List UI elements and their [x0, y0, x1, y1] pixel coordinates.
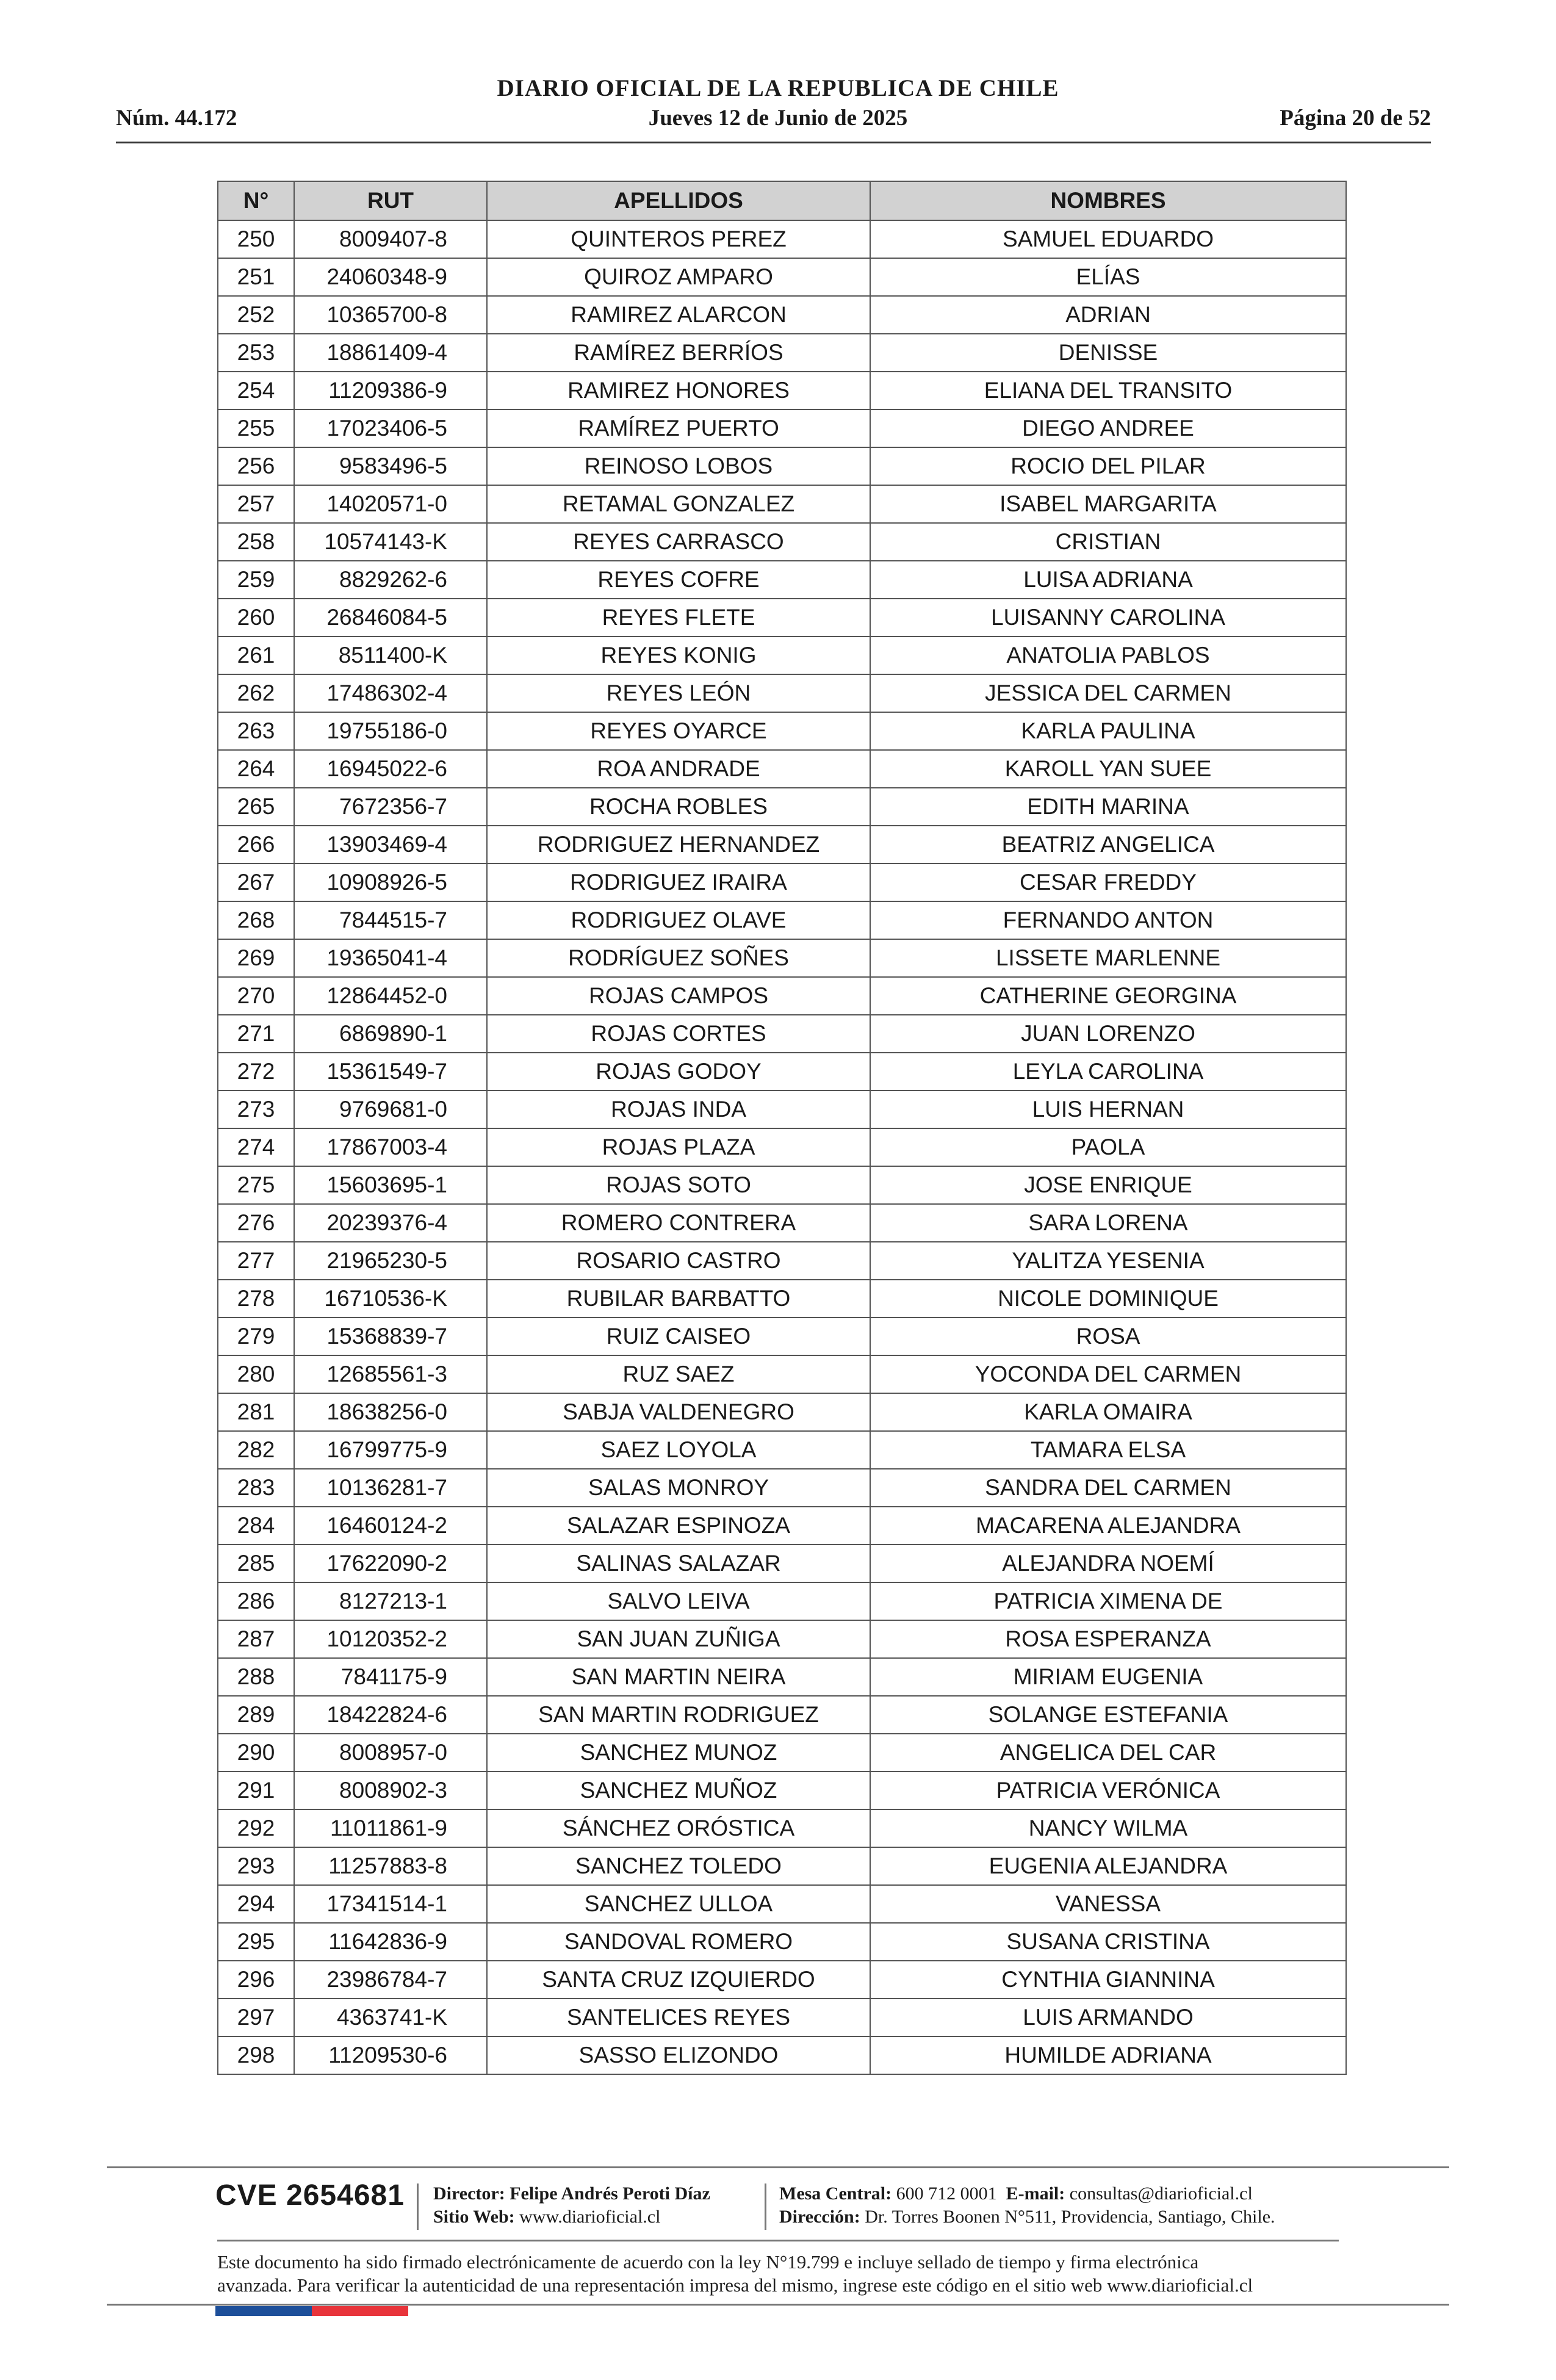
- cell-nombres: KARLA PAULINA: [870, 712, 1346, 750]
- cell-nombres: ANGELICA DEL CAR: [870, 1734, 1346, 1772]
- flag-stripe-blue: [215, 2306, 312, 2316]
- cell-apellidos: ROJAS INDA: [487, 1091, 870, 1128]
- table-row: [218, 1091, 1346, 1128]
- cell-number: 281: [218, 1393, 294, 1431]
- cell-rut: 12685561-3: [294, 1355, 487, 1393]
- address-label: Dirección:: [779, 2207, 860, 2227]
- table-row: [218, 977, 1346, 1015]
- cell-rut: 8008902-3: [294, 1772, 487, 1809]
- table-row: [218, 636, 1346, 674]
- cell-number: 287: [218, 1620, 294, 1658]
- table-header-row: [218, 181, 1346, 220]
- issue-date: Jueves 12 de Junio de 2025: [648, 106, 908, 131]
- cell-rut: 15361549-7: [294, 1053, 487, 1091]
- table-row: [218, 1469, 1346, 1507]
- cell-rut: 18638256-0: [294, 1393, 487, 1431]
- cell-number: 263: [218, 712, 294, 750]
- cell-apellidos: SALAS MONROY: [487, 1469, 870, 1507]
- cell-number: 255: [218, 409, 294, 447]
- cell-rut: 4363741-K: [294, 1999, 487, 2036]
- cell-rut: 17341514-1: [294, 1885, 487, 1923]
- cell-apellidos: REYES CARRASCO: [487, 523, 870, 561]
- cell-nombres: CESAR FREDDY: [870, 864, 1346, 901]
- column-header-nombres: NOMBRES: [870, 181, 1346, 220]
- cell-number: 266: [218, 826, 294, 864]
- cell-number: 262: [218, 674, 294, 712]
- table-row: [218, 334, 1346, 372]
- cell-rut: 15368839-7: [294, 1318, 487, 1355]
- table-row: [218, 1582, 1346, 1620]
- cell-number: 289: [218, 1696, 294, 1734]
- cell-nombres: FERNANDO ANTON: [870, 901, 1346, 939]
- cell-nombres: LUISANNY CAROLINA: [870, 599, 1346, 636]
- cell-number: 267: [218, 864, 294, 901]
- table-row: [218, 1128, 1346, 1166]
- cell-number: 264: [218, 750, 294, 788]
- table-row: [218, 939, 1346, 977]
- cell-apellidos: SANTA CRUZ IZQUIERDO: [487, 1961, 870, 1999]
- table-row: [218, 1961, 1346, 1999]
- table-row: [218, 1318, 1346, 1355]
- cell-nombres: ELÍAS: [870, 258, 1346, 296]
- cell-nombres: SANDRA DEL CARMEN: [870, 1469, 1346, 1507]
- cell-rut: 26846084-5: [294, 599, 487, 636]
- table-row: [218, 220, 1346, 258]
- cell-apellidos: ROJAS CAMPOS: [487, 977, 870, 1015]
- cell-rut: 9769681-0: [294, 1091, 487, 1128]
- table-row: [218, 1999, 1346, 2036]
- cell-rut: 12864452-0: [294, 977, 487, 1015]
- table-row: [218, 1507, 1346, 1545]
- cell-nombres: YOCONDA DEL CARMEN: [870, 1355, 1346, 1393]
- issue-number: Núm. 44.172: [116, 106, 237, 131]
- cell-apellidos: RODRIGUEZ OLAVE: [487, 901, 870, 939]
- cell-apellidos: ROCHA ROBLES: [487, 788, 870, 826]
- cell-apellidos: REYES KONIG: [487, 636, 870, 674]
- footer-separator: [765, 2183, 766, 2230]
- cell-nombres: ISABEL MARGARITA: [870, 485, 1346, 523]
- cell-rut: 16460124-2: [294, 1507, 487, 1545]
- table-row: [218, 864, 1346, 901]
- table-row: [218, 750, 1346, 788]
- table-row: [218, 2036, 1346, 2074]
- cell-rut: 9583496-5: [294, 447, 487, 485]
- cell-apellidos: RODRÍGUEZ SOÑES: [487, 939, 870, 977]
- cell-number: 251: [218, 258, 294, 296]
- cell-number: 257: [218, 485, 294, 523]
- cell-apellidos: SANCHEZ MUNOZ: [487, 1734, 870, 1772]
- footer-director-block: [433, 2182, 710, 2229]
- cell-apellidos: SASSO ELIZONDO: [487, 2036, 870, 2074]
- cell-nombres: LISSETE MARLENNE: [870, 939, 1346, 977]
- cell-nombres: ROSA: [870, 1318, 1346, 1355]
- cell-nombres: ANATOLIA PABLOS: [870, 636, 1346, 674]
- cell-rut: 24060348-9: [294, 258, 487, 296]
- cell-number: 285: [218, 1545, 294, 1582]
- cell-number: 265: [218, 788, 294, 826]
- cell-number: 284: [218, 1507, 294, 1545]
- cell-rut: 16710536-K: [294, 1280, 487, 1318]
- cell-apellidos: SANCHEZ ULLOA: [487, 1885, 870, 1923]
- page-number: Página 20 de 52: [1280, 106, 1431, 131]
- cell-apellidos: ROJAS SOTO: [487, 1166, 870, 1204]
- cell-number: 298: [218, 2036, 294, 2074]
- table-row: [218, 485, 1346, 523]
- cell-nombres: JOSE ENRIQUE: [870, 1166, 1346, 1204]
- cell-rut: 16945022-6: [294, 750, 487, 788]
- cell-rut: 7844515-7: [294, 901, 487, 939]
- cell-rut: 19365041-4: [294, 939, 487, 977]
- cell-nombres: NANCY WILMA: [870, 1809, 1346, 1847]
- table-row: [218, 1015, 1346, 1053]
- cell-apellidos: RODRIGUEZ HERNANDEZ: [487, 826, 870, 864]
- cell-rut: 17867003-4: [294, 1128, 487, 1166]
- header-divider: [116, 142, 1431, 143]
- cell-nombres: CYNTHIA GIANNINA: [870, 1961, 1346, 1999]
- cell-rut: 8127213-1: [294, 1582, 487, 1620]
- table-row: [218, 1053, 1346, 1091]
- cell-number: 297: [218, 1999, 294, 2036]
- cell-apellidos: SANCHEZ MUÑOZ: [487, 1772, 870, 1809]
- table-row: [218, 296, 1346, 334]
- cell-rut: 10365700-8: [294, 296, 487, 334]
- cell-apellidos: SALVO LEIVA: [487, 1582, 870, 1620]
- table-row: [218, 258, 1346, 296]
- cell-apellidos: SANCHEZ TOLEDO: [487, 1847, 870, 1885]
- cell-apellidos: RUZ SAEZ: [487, 1355, 870, 1393]
- table-row: [218, 712, 1346, 750]
- cell-number: 250: [218, 220, 294, 258]
- cell-apellidos: RUIZ CAISEO: [487, 1318, 870, 1355]
- cell-nombres: SOLANGE ESTEFANIA: [870, 1696, 1346, 1734]
- cell-apellidos: SANDOVAL ROMERO: [487, 1923, 870, 1961]
- table-body: [218, 220, 1346, 2074]
- cell-apellidos: REYES LEÓN: [487, 674, 870, 712]
- cell-apellidos: SALINAS SALAZAR: [487, 1545, 870, 1582]
- cell-rut: 18422824-6: [294, 1696, 487, 1734]
- cell-apellidos: ROA ANDRADE: [487, 750, 870, 788]
- cell-number: 277: [218, 1242, 294, 1280]
- website-link[interactable]: www.diarioficial.cl: [519, 2207, 661, 2227]
- cell-number: 294: [218, 1885, 294, 1923]
- column-header-apellidos: APELLIDOS: [487, 181, 870, 220]
- cell-nombres: SAMUEL EDUARDO: [870, 220, 1346, 258]
- cell-nombres: DENISSE: [870, 334, 1346, 372]
- cell-number: 276: [218, 1204, 294, 1242]
- cell-number: 290: [218, 1734, 294, 1772]
- cell-nombres: JUAN LORENZO: [870, 1015, 1346, 1053]
- table-row: [218, 599, 1346, 636]
- cell-rut: 17486302-4: [294, 674, 487, 712]
- table-row: [218, 372, 1346, 409]
- cell-number: 280: [218, 1355, 294, 1393]
- cell-nombres: LUIS ARMANDO: [870, 1999, 1346, 2036]
- cell-number: 296: [218, 1961, 294, 1999]
- cell-nombres: ELIANA DEL TRANSITO: [870, 372, 1346, 409]
- cell-apellidos: REYES FLETE: [487, 599, 870, 636]
- cell-rut: 13903469-4: [294, 826, 487, 864]
- table-row: [218, 409, 1346, 447]
- table-row: [218, 901, 1346, 939]
- cell-number: 256: [218, 447, 294, 485]
- cell-rut: 7672356-7: [294, 788, 487, 826]
- cell-apellidos: QUIROZ AMPARO: [487, 258, 870, 296]
- cell-rut: 17023406-5: [294, 409, 487, 447]
- cell-nombres: KAROLL YAN SUEE: [870, 750, 1346, 788]
- cell-nombres: LUISA ADRIANA: [870, 561, 1346, 599]
- cell-rut: 10136281-7: [294, 1469, 487, 1507]
- cell-rut: 15603695-1: [294, 1166, 487, 1204]
- cell-number: 270: [218, 977, 294, 1015]
- cell-apellidos: REYES COFRE: [487, 561, 870, 599]
- cell-rut: 11642836-9: [294, 1923, 487, 1961]
- cell-nombres: EUGENIA ALEJANDRA: [870, 1847, 1346, 1885]
- table-row: [218, 1809, 1346, 1847]
- cell-nombres: JESSICA DEL CARMEN: [870, 674, 1346, 712]
- cell-rut: 21965230-5: [294, 1242, 487, 1280]
- cell-number: 253: [218, 334, 294, 372]
- table-row: [218, 788, 1346, 826]
- website-label: Sitio Web:: [433, 2207, 515, 2227]
- email-label: E-mail:: [1006, 2183, 1065, 2204]
- cell-nombres: TAMARA ELSA: [870, 1431, 1346, 1469]
- cell-apellidos: SABJA VALDENEGRO: [487, 1393, 870, 1431]
- table-row: [218, 561, 1346, 599]
- cell-number: 292: [218, 1809, 294, 1847]
- cell-nombres: EDITH MARINA: [870, 788, 1346, 826]
- cell-nombres: PATRICIA VERÓNICA: [870, 1772, 1346, 1809]
- director-label: Director:: [433, 2183, 505, 2204]
- cell-apellidos: RAMÍREZ BERRÍOS: [487, 334, 870, 372]
- names-table: [217, 181, 1347, 2075]
- cell-apellidos: RODRIGUEZ IRAIRA: [487, 864, 870, 901]
- cell-number: 269: [218, 939, 294, 977]
- cell-nombres: PAOLA: [870, 1128, 1346, 1166]
- cell-rut: 23986784-7: [294, 1961, 487, 1999]
- footer-divider-top: [107, 2166, 1449, 2168]
- cell-nombres: SARA LORENA: [870, 1204, 1346, 1242]
- table-row: [218, 1847, 1346, 1885]
- cell-number: 278: [218, 1280, 294, 1318]
- flag-stripe-red: [312, 2306, 408, 2316]
- cell-apellidos: ROSARIO CASTRO: [487, 1242, 870, 1280]
- table-row: [218, 1885, 1346, 1923]
- cell-rut: 11209530-6: [294, 2036, 487, 2074]
- table-row: [218, 826, 1346, 864]
- cell-nombres: MIRIAM EUGENIA: [870, 1658, 1346, 1696]
- cell-apellidos: SAN JUAN ZUÑIGA: [487, 1620, 870, 1658]
- cell-nombres: MACARENA ALEJANDRA: [870, 1507, 1346, 1545]
- cell-rut: 18861409-4: [294, 334, 487, 372]
- cell-number: 279: [218, 1318, 294, 1355]
- cell-rut: 16799775-9: [294, 1431, 487, 1469]
- cell-rut: 8008957-0: [294, 1734, 487, 1772]
- director-name: Felipe Andrés Peroti Díaz: [510, 2183, 710, 2204]
- table-row: [218, 1734, 1346, 1772]
- table-row: [218, 1204, 1346, 1242]
- address-text: Dr. Torres Boonen N°511, Providencia, Santiago, Chile.: [865, 2207, 1275, 2227]
- legal-notice-line: avanzada. Para verificar la autenticidad de una representación impresa del mismo, ingrese este código en el sitio web www.diarioficial.cl: [217, 2274, 1253, 2296]
- cell-rut: 8511400-K: [294, 636, 487, 674]
- cell-apellidos: SAN MARTIN NEIRA: [487, 1658, 870, 1696]
- cell-apellidos: SÁNCHEZ ORÓSTICA: [487, 1809, 870, 1847]
- cell-rut: 10120352-2: [294, 1620, 487, 1658]
- cell-nombres: CATHERINE GEORGINA: [870, 977, 1346, 1015]
- cell-apellidos: SALAZAR ESPINOZA: [487, 1507, 870, 1545]
- cell-apellidos: ROMERO CONTRERA: [487, 1204, 870, 1242]
- table-row: [218, 523, 1346, 561]
- table-row: [218, 1696, 1346, 1734]
- cell-number: 258: [218, 523, 294, 561]
- cell-number: 274: [218, 1128, 294, 1166]
- cell-apellidos: SAN MARTIN RODRIGUEZ: [487, 1696, 870, 1734]
- cell-apellidos: RAMÍREZ PUERTO: [487, 409, 870, 447]
- table-row: [218, 1772, 1346, 1809]
- cve-code: CVE 2654681: [215, 2179, 405, 2212]
- newspaper-title: DIARIO OFICIAL DE LA REPUBLICA DE CHILE: [497, 75, 1059, 101]
- cell-nombres: KARLA OMAIRA: [870, 1393, 1346, 1431]
- footer-divider-middle: [217, 2240, 1339, 2241]
- cell-rut: 19755186-0: [294, 712, 487, 750]
- table-row: [218, 1393, 1346, 1431]
- cell-apellidos: QUINTEROS PEREZ: [487, 220, 870, 258]
- cell-apellidos: RUBILAR BARBATTO: [487, 1280, 870, 1318]
- cell-rut: 8009407-8: [294, 220, 487, 258]
- cell-number: 261: [218, 636, 294, 674]
- cell-number: 291: [218, 1772, 294, 1809]
- cell-nombres: LEYLA CAROLINA: [870, 1053, 1346, 1091]
- table-row: [218, 1545, 1346, 1582]
- cell-rut: 20239376-4: [294, 1204, 487, 1242]
- phone-label: Mesa Central:: [779, 2183, 892, 2204]
- cell-nombres: VANESSA: [870, 1885, 1346, 1923]
- cell-number: 259: [218, 561, 294, 599]
- cell-number: 252: [218, 296, 294, 334]
- cell-apellidos: REYES OYARCE: [487, 712, 870, 750]
- footer-contact-block: [779, 2182, 1275, 2229]
- cell-rut: 6869890-1: [294, 1015, 487, 1053]
- cell-number: 295: [218, 1923, 294, 1961]
- cell-number: 260: [218, 599, 294, 636]
- column-header-rut: RUT: [294, 181, 487, 220]
- cell-rut: 14020571-0: [294, 485, 487, 523]
- cell-nombres: HUMILDE ADRIANA: [870, 2036, 1346, 2074]
- cell-number: 286: [218, 1582, 294, 1620]
- cell-nombres: DIEGO ANDREE: [870, 409, 1346, 447]
- email-link[interactable]: consultas@diarioficial.cl: [1069, 2183, 1253, 2204]
- cell-nombres: PATRICIA XIMENA DE: [870, 1582, 1346, 1620]
- cell-apellidos: ROJAS GODOY: [487, 1053, 870, 1091]
- cell-apellidos: SAEZ LOYOLA: [487, 1431, 870, 1469]
- legal-notice: [217, 2251, 1352, 2297]
- cell-nombres: ROSA ESPERANZA: [870, 1620, 1346, 1658]
- cell-apellidos: SANTELICES REYES: [487, 1999, 870, 2036]
- cell-rut: 7841175-9: [294, 1658, 487, 1696]
- table-row: [218, 1166, 1346, 1204]
- cell-number: 288: [218, 1658, 294, 1696]
- cell-rut: 10574143-K: [294, 523, 487, 561]
- cell-number: 268: [218, 901, 294, 939]
- cell-apellidos: RAMIREZ ALARCON: [487, 296, 870, 334]
- cell-nombres: SUSANA CRISTINA: [870, 1923, 1346, 1961]
- cell-number: 272: [218, 1053, 294, 1091]
- table-row: [218, 1280, 1346, 1318]
- table-row: [218, 1431, 1346, 1469]
- cell-number: 293: [218, 1847, 294, 1885]
- table-row: [218, 1923, 1346, 1961]
- cell-number: 271: [218, 1015, 294, 1053]
- cell-nombres: ADRIAN: [870, 296, 1346, 334]
- cell-apellidos: RAMIREZ HONORES: [487, 372, 870, 409]
- table-row: [218, 1355, 1346, 1393]
- legal-notice-line: Este documento ha sido firmado electrónicamente de acuerdo con la ley N°19.799 e incluye sellado de tiempo y firma electrónica: [217, 2251, 1199, 2273]
- cell-nombres: ROCIO DEL PILAR: [870, 447, 1346, 485]
- footer-separator: [417, 2183, 419, 2230]
- column-header-number: N°: [218, 181, 294, 220]
- table-row: [218, 1620, 1346, 1658]
- cell-number: 275: [218, 1166, 294, 1204]
- cell-rut: 17622090-2: [294, 1545, 487, 1582]
- cell-nombres: BEATRIZ ANGELICA: [870, 826, 1346, 864]
- cell-nombres: YALITZA YESENIA: [870, 1242, 1346, 1280]
- cell-nombres: CRISTIAN: [870, 523, 1346, 561]
- cell-rut: 11257883-8: [294, 1847, 487, 1885]
- cell-nombres: ALEJANDRA NOEMÍ: [870, 1545, 1346, 1582]
- cell-apellidos: ROJAS CORTES: [487, 1015, 870, 1053]
- cell-apellidos: RETAMAL GONZALEZ: [487, 485, 870, 523]
- table-row: [218, 447, 1346, 485]
- cell-number: 282: [218, 1431, 294, 1469]
- cell-number: 283: [218, 1469, 294, 1507]
- footer-divider-bottom: [107, 2304, 1449, 2306]
- table-row: [218, 1242, 1346, 1280]
- table-row: [218, 1658, 1346, 1696]
- cell-number: 273: [218, 1091, 294, 1128]
- phone-number: 600 712 0001: [896, 2183, 997, 2204]
- cell-apellidos: ROJAS PLAZA: [487, 1128, 870, 1166]
- cell-rut: 11011861-9: [294, 1809, 487, 1847]
- table-row: [218, 674, 1346, 712]
- cell-rut: 11209386-9: [294, 372, 487, 409]
- cell-rut: 8829262-6: [294, 561, 487, 599]
- cell-nombres: NICOLE DOMINIQUE: [870, 1280, 1346, 1318]
- cell-nombres: LUIS HERNAN: [870, 1091, 1346, 1128]
- cell-apellidos: REINOSO LOBOS: [487, 447, 870, 485]
- cell-rut: 10908926-5: [294, 864, 487, 901]
- cell-number: 254: [218, 372, 294, 409]
